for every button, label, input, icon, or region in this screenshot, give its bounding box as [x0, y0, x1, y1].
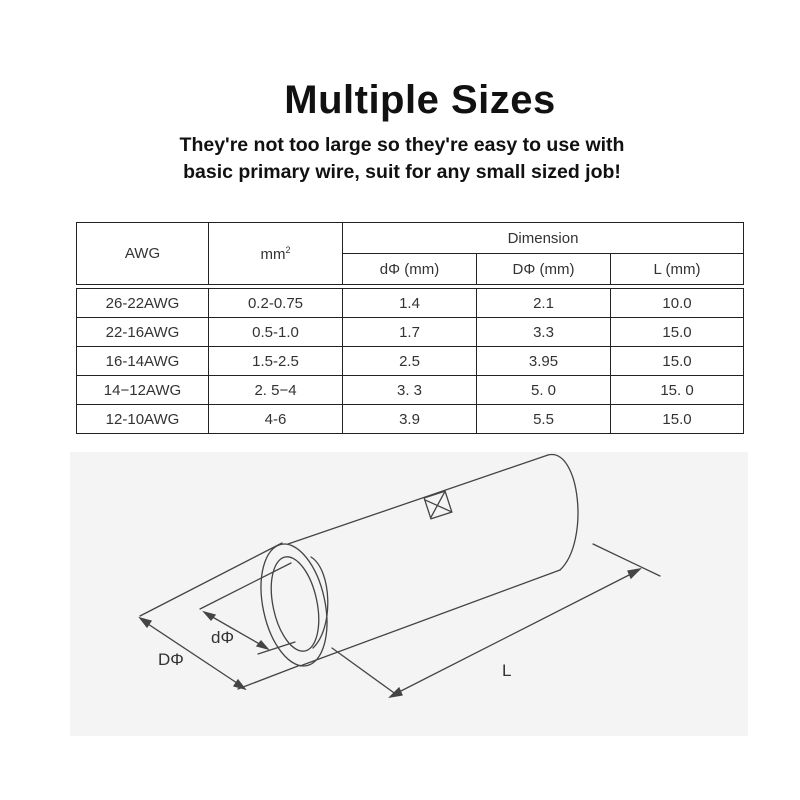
inner-arrow-head-2: [257, 641, 268, 649]
outer-ext-bottom: [238, 666, 298, 689]
header-outer-diameter: DΦ (mm): [477, 254, 611, 285]
cell-inner-diameter: 3.9: [343, 405, 477, 434]
length-arrow-head-1: [390, 688, 402, 697]
header-dimension: Dimension: [343, 223, 744, 254]
butt-connector-diagram: [70, 452, 748, 736]
cell-mm2: 4-6: [209, 405, 343, 434]
cell-mm2: 0.5-1.0: [209, 318, 343, 347]
outer-diameter-label: DΦ: [158, 650, 184, 669]
header-mm-superscript: 2: [285, 244, 291, 255]
cell-inner-diameter: 3. 3: [343, 376, 477, 405]
cell-awg: 16-14AWG: [77, 347, 209, 376]
table-row: [77, 347, 744, 376]
cell-outer-diameter: 2.1: [477, 289, 611, 318]
length-label: L: [502, 661, 512, 680]
cell-length: 15. 0: [611, 376, 744, 405]
subtitle-line-2: basic primary wire, suit for any small sized job!: [183, 161, 621, 183]
header-awg: AWG: [77, 223, 209, 285]
cell-outer-diameter: 3.95: [477, 347, 611, 376]
subtitle-line-1: They're not too large so they're easy to use with: [179, 134, 625, 156]
tube-bottom-edge: [300, 570, 560, 666]
cell-outer-diameter: 5. 0: [477, 376, 611, 405]
table-row: [77, 289, 744, 318]
table-body: [77, 289, 744, 434]
header-length: L (mm): [611, 254, 744, 285]
length-ext-right: [593, 544, 660, 576]
length-arrow-head-2: [628, 569, 640, 578]
cell-mm2: 1.5-2.5: [209, 347, 343, 376]
inner-diameter-label: dΦ: [211, 628, 235, 647]
inner-arrow-head-1: [204, 612, 215, 620]
table-row: [77, 318, 744, 347]
cell-awg: 22-16AWG: [77, 318, 209, 347]
cell-outer-diameter: 3.3: [477, 318, 611, 347]
cell-inner-diameter: 1.4: [343, 289, 477, 318]
size-spec-table: [76, 222, 744, 434]
header-mm2: [209, 223, 343, 285]
cell-length: 15.0: [611, 318, 744, 347]
page-title: Multiple Sizes: [284, 78, 556, 122]
cell-awg: 26-22AWG: [77, 289, 209, 318]
cell-inner-diameter: 2.5: [343, 347, 477, 376]
cell-awg: 12-10AWG: [77, 405, 209, 434]
cell-length: 15.0: [611, 347, 744, 376]
page-subtitle: [0, 132, 800, 186]
cell-mm2: 0.2-0.75: [209, 289, 343, 318]
tube-far-end: [548, 455, 578, 570]
table-row: [77, 405, 744, 434]
table-row: [77, 376, 744, 405]
cell-awg: 14−12AWG: [77, 376, 209, 405]
header-inner-diameter: dΦ (mm): [343, 254, 477, 285]
header-mm-text: mm: [260, 245, 286, 263]
length-dim-line: [397, 573, 633, 693]
cell-mm2: 2. 5−4: [209, 376, 343, 405]
inner-ext-top: [200, 563, 291, 609]
cell-outer-diameter: 5.5: [477, 405, 611, 434]
tube-top-edge: [288, 455, 548, 544]
length-ext-left: [332, 648, 397, 695]
diagram-svg: [70, 452, 748, 736]
cell-length: 10.0: [611, 289, 744, 318]
cell-length: 15.0: [611, 405, 744, 434]
cell-inner-diameter: 1.7: [343, 318, 477, 347]
